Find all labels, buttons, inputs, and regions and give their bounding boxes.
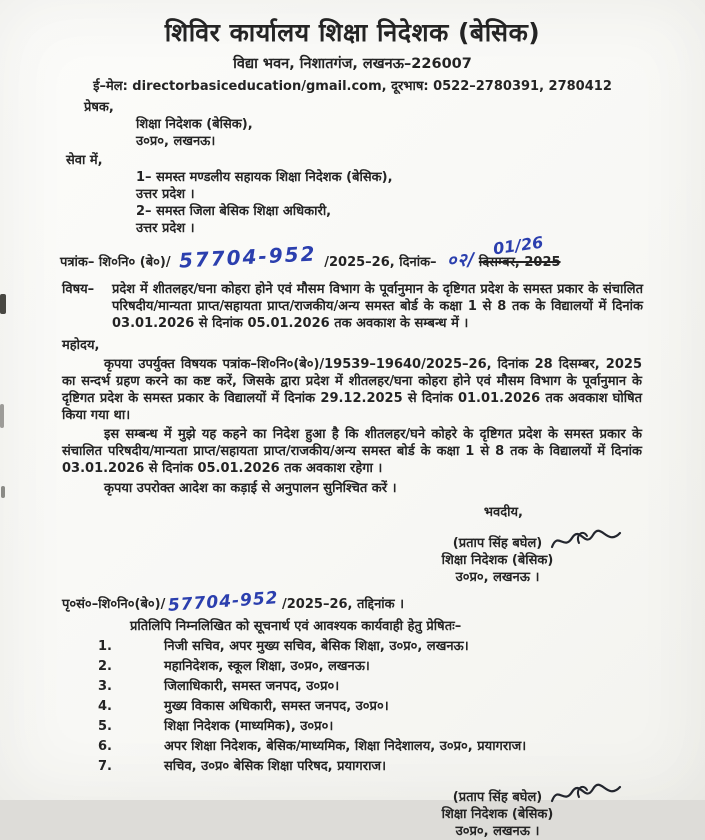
scan-artifact [1,486,5,498]
copy-item-text: निजी सचिव, अपर मुख्य सचिव, बेसिक शिक्षा, उ०प्र०, लखनऊ। [164,639,469,654]
copy-item [98,658,705,675]
body-paragraph-2: इस सम्बन्ध में मुझे यह कहने का निदेश हुआ है कि शीतलहर/घने कोहरे के दृष्टिगत प्रदेश के समस्त प्रकार के संचालित परिषदीय/मान्यता प्राप्त/सहायता प्राप्त/राजकीय/अन्य समस्त बोर्ड के कक्षा 1 से 8 तक के विद्यालयों में दिनांक 03.01.2026 से दिनांक 05.01.2026 तक अवकाश रहेगा । [62,427,642,476]
handwritten-date: 01/26 [491,232,545,259]
endorsement-suffix: /2025–26, तद्दिनांक । [282,597,405,612]
signatory-name: (प्रताप सिंह बघेल) [452,536,543,551]
copy-item-number: 5. [98,719,112,734]
copy-item [98,698,705,715]
copy-list [0,638,705,775]
addressee-item-1-place: उत्तर प्रदेश । [136,187,195,202]
copy-item [98,758,705,775]
copy-item [98,638,705,655]
scan-artifact [0,294,6,314]
copy-item-number: 7. [98,759,112,774]
signatory-designation: शिक्षा निदेशक (बेसिक) [441,553,554,568]
handwritten-endorsement-number: 57704-952 [167,588,280,616]
addressee-item-1: 1– समस्त मण्डलीय सहायक शिक्षा निदेशक (बेसिक), [136,170,393,185]
signatory-place: उ०प्र०, लखनऊ । [455,570,540,585]
office-title: शिविर कार्यालय शिक्षा निदेशक (बेसिक) [164,18,541,47]
endorsement-number-line [62,588,705,616]
body-paragraph-3: कृपया उपरोक्त आदेश का कड़ाई से अनुपालन सुनिश्चित करें । [104,481,397,496]
sender-block [136,116,705,150]
subject-text: प्रदेश में शीतलहर/घना कोहरा होने एवं मौसम विभाग के पूर्वानुमान के दृष्टिगत प्रदेश के समस्त प्रकार के संचालित परिषदीय/मान्यता प्राप्त/सहायता प्राप्त/राजकीय/अन्य समस्त बोर्ड के कक्षा 1 से 8 तक के विद्यालयों में दिनांक 03.01.2026 से दिनांक 05.01.2026 तक अवकाश के सम्बन्ध में । [112,282,643,331]
letterhead [0,0,705,94]
addressee-item-2: 2– समस्त जिला बेसिक शिक्षा अधिकारी, [136,204,332,219]
addressee-label: सेवा में, [66,153,103,168]
subject-label: विषय– [62,282,95,297]
body-paragraph-1: कृपया उपर्युक्त विषयक पत्रांक–शि०नि०(बे०)/19539–19640/2025–26, दिनांक 28 दिसम्बर, 2025 का सन्दर्भ ग्रहण करने का कष्ट करें, जिसके द्वारा प्रदेश में शीतलहर/घना कोहरा होने एवं मौसम विभाग के पूर्वानुमान के दृष्टिगत प्रदेश के समस्त प्रकार के विद्यालयों में दिनांक 29.12.2025 से दिनांक 01.01.2026 तक अवकाश घोषित किया गया था। [62,357,642,423]
letter-number-middle: /2025–26, दिनांक– [324,255,437,270]
handwritten-day: ०२/ [446,249,476,272]
signature-block [400,535,595,586]
signatory-name: (प्रताप सिंह बघेल) [452,790,543,805]
copy-item-text: मुख्य विकास अधिकारी, समस्त जनपद, उ०प्र०। [164,699,389,714]
signature-scribble [549,527,623,555]
copy-item-text: सचिव, उ०प्र० बेसिक शिक्षा परिषद, प्रयागराज। [164,759,387,774]
letter-number-prefix: पत्रांक– शि०नि० (बे०)/ [60,255,171,270]
office-address: विद्या भवन, निशातगंज, लखनऊ–226007 [233,56,472,72]
letter-number-line [60,232,705,273]
copy-item-text: महानिदेशक, स्कूल शिक्षा, उ०प्र०, लखनऊ। [164,659,370,674]
sender-designation: शिक्षा निदेशक (बेसिक), [136,117,253,132]
handwritten-letter-number: 57704-952 [177,241,317,273]
copy-item-number: 2. [98,659,112,674]
signature-scribble [549,781,623,809]
copy-item-text: अपर शिक्षा निदेशक, बेसिक/माध्यमिक, शिक्षा निदेशालय, उ०प्र०, प्रयागराज। [164,739,527,754]
copy-to-heading: प्रतिलिपि निम्नलिखित को सूचनार्थ एवं आवश्यक कार्यवाही हेतु प्रेषितः– [130,619,462,634]
office-contact-line: ई–मेल: directorbasiceducation/gmail.com, दूरभाष: 0522–2780391, 2780412 [93,79,612,94]
closing-word: भवदीय, [483,505,523,520]
copy-item [98,678,705,695]
copy-item-text: जिलाधिकारी, समस्त जनपद, उ०प्र०। [164,679,340,694]
copy-item-number: 3. [98,679,112,694]
copy-item-text: शिक्षा निदेशक (माध्यमिक), उ०प्र०। [164,719,334,734]
addressee-block [136,169,705,237]
copy-item-number: 6. [98,739,112,754]
copy-item-number: 1. [98,639,112,654]
salutation: महोदय, [62,338,100,353]
signatory-place: उ०प्र०, लखनऊ । [455,824,540,839]
copy-item-number: 4. [98,699,112,714]
endorsement-prefix: पृ०सं०–शि०नि०(बे०)/ [62,597,166,612]
sender-place: उ०प्र०, लखनऊ। [136,134,216,149]
scan-artifact [0,404,4,428]
struck-printed-date: दिसम्बर, 2025 [478,255,561,270]
copy-item [98,718,705,735]
signature-block-2 [400,789,595,840]
date-correction [478,232,561,271]
signatory-designation: शिक्षा निदेशक (बेसिक) [441,807,554,822]
addressee-item-2-place: उत्तर प्रदेश । [136,221,195,236]
sender-label: प्रेषक, [84,100,114,115]
copy-item [98,738,705,755]
subject-line [62,281,643,332]
